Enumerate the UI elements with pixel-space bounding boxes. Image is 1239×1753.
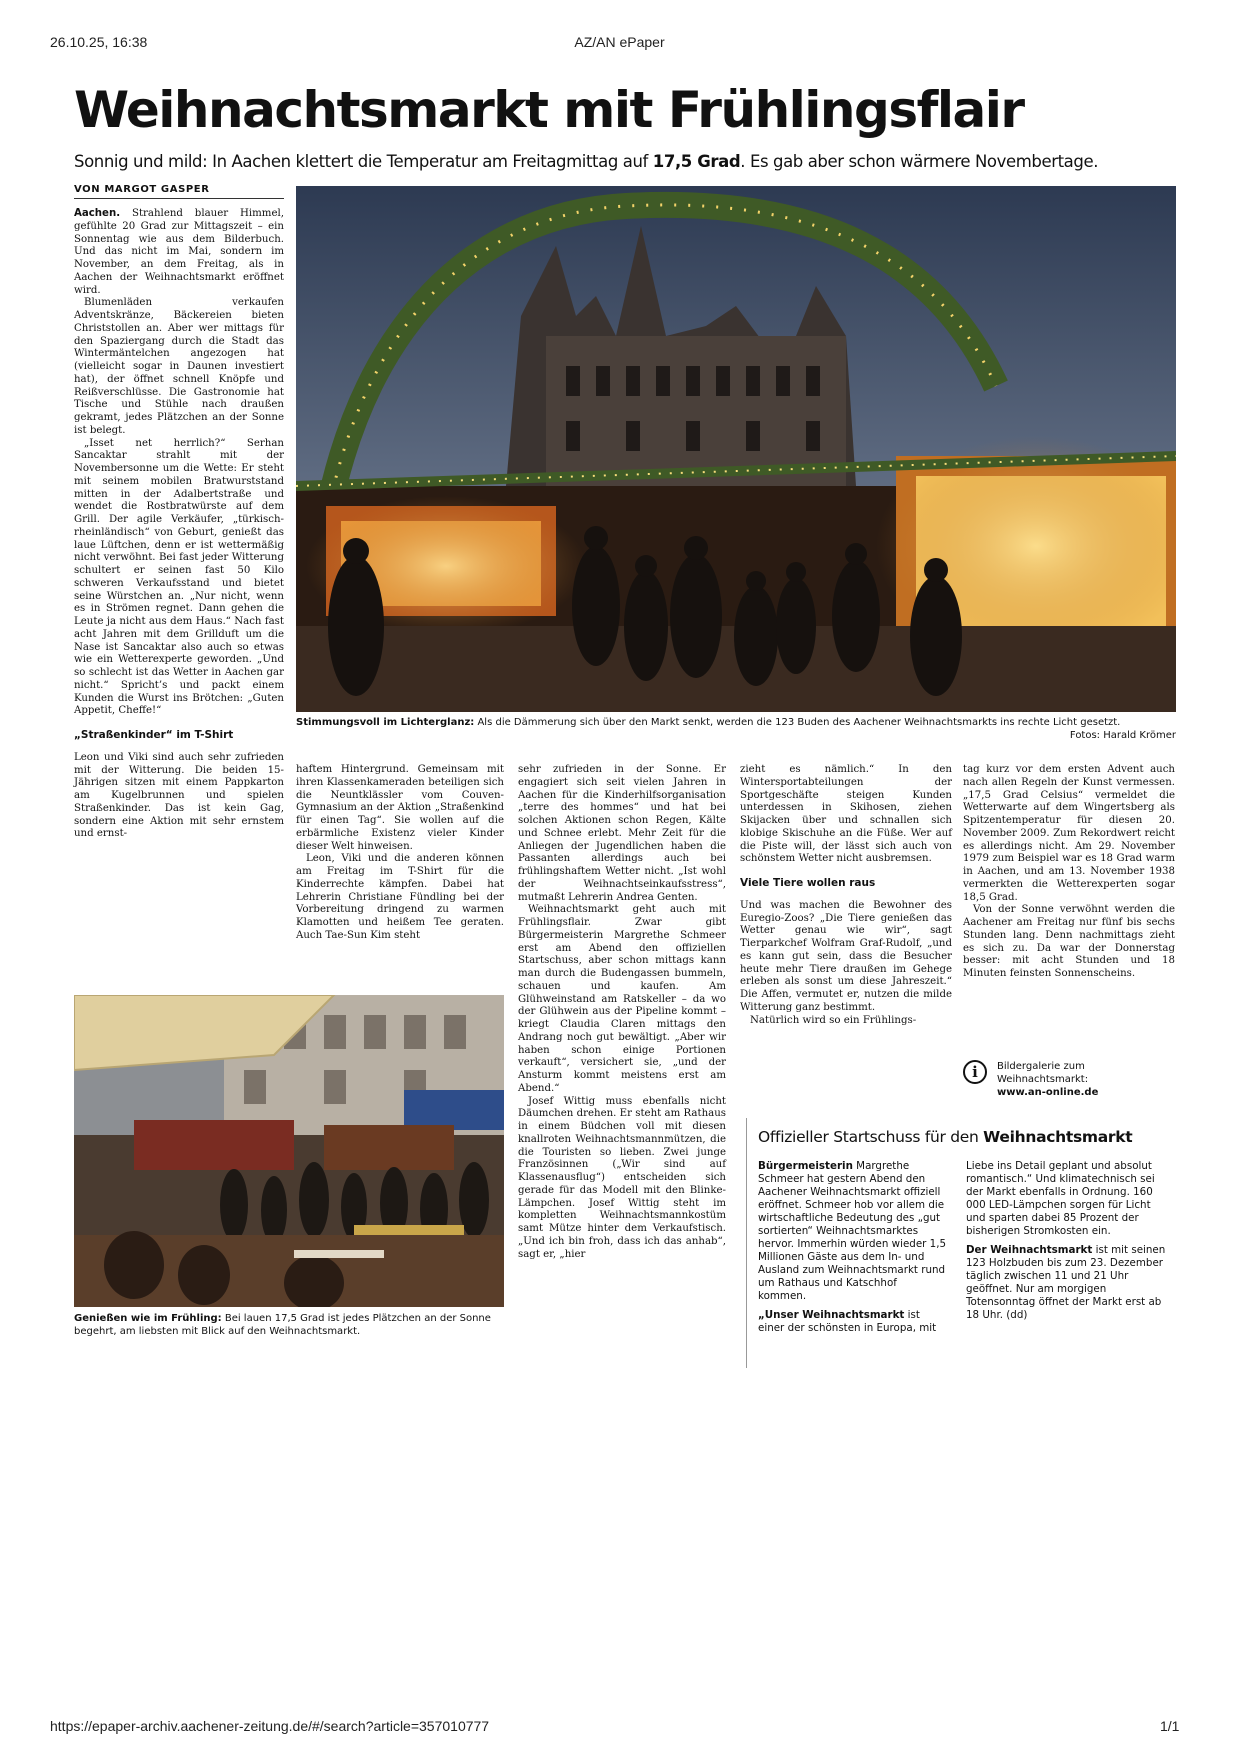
article-column-5: tag kurz vor dem ersten Advent auch nach allen Regeln der Kunst vermessen. „17,5 Grad Celsius“ vermeldet die Wetterwarte auf dem Wingertsberg als Spitzentemperatur für diesen 20. November 2009. Zum Rekordwert reicht es allerdings nicht. Am 29. November 1979 zum Beispiel war es 18 Grad warm in Aachen, und am 13. November 1938 vermerkten die Wetterexperten sogar 18,5 Grad. Von der Sonne verwöhnt werden die Aachener am Freitag nur fünf bis sechs Stunden lang. Denn nachmittags zieht es sich zu. Da war der Donnerstag besser: mit acht Stunden und 18 Minuten feinsten Sonnenscheins. — [963, 764, 1175, 979]
print-datetime: 26.10.25, 16:38 — [50, 34, 148, 50]
sidebox-title: Offizieller Startschuss für den Weihnachtsmarkt — [758, 1128, 1133, 1146]
photo-christmas-market-night-image — [296, 186, 1176, 712]
article-column-3: sehr zufrieden in der Sonne. Er engagiert sich seit vielen Jahren in Aachen für die Kinderhilfsorganisation „terre des hommes“ und hat bei solchen Aktionen schon Regen, Kälte und Schnee erlebt. Mehr Zeit für die Anliegen der Jugendlichen haben die Passanten allerdings auch bei frühlingshaftem Wetter nicht. „Ist wohl der Weihnachtseinkaufsstress“, mutmaßt Lehrerin Andrea Genten. Weihnachtsmarkt geht auch mit Frühlingsflair. Zwar gibt Bürgermeisterin Margrethe Schmeer erst am Abend den offiziellen Startschuss, aber schon mittags kann man durch die Budengassen bummeln, schauen und kaufen. Am Glühweinstand am Ratskeller – da wo der Glühwein aus der Pipeline kommt – kriegt Claudia Claren mittags den Andrang noch gut bewältigt. „Aber wir haben schon einige Portionen verkauft“, versichert sie, „und der Ansturm kommt meistens erst am Abend.“ Josef Wittig muss ebenfalls nicht Däumchen drehen. Er steht am Rathaus in einem Büdchen voll mit diesen knallroten Weihnachtsmannmützen, die die Touristen so lieben. Zwei junge Französinnen („Wir sind auf Klassenausflug“) entscheiden sich gerade für das Modell mit den Blinke-Lämpchen. Josef Wittig steht im kompletten Weihnachtsmannkostüm samt Mütze hinter dem Verkaufstisch. „Und ich bin froh, dass ich das anhab“, sagt er, „hier — [518, 764, 726, 1260]
subheading-strassenkinder: „Straßenkinder“ im T-Shirt — [74, 729, 234, 741]
photo-main-caption: Stimmungsvoll im Lichterglanz: Als die Dämmerung sich über den Markt senkt, werden die 123 Buden des Aachener Weihnachtsmarkts ins rechte Licht gesetzt. — [296, 717, 1121, 728]
sidebox-rule — [746, 1118, 747, 1368]
info-icon: i — [963, 1060, 987, 1084]
photo-market-daytime — [74, 995, 504, 1307]
photo-second-caption: Genießen wie im Frühling: Bei lauen 17,5 Grad ist jedes Plätzchen an der Sonne begehrt, am liebsten mit Blick auf den Weihnachtsmarkt. — [74, 1313, 491, 1337]
article-column-4: zieht es nämlich.“ In den Wintersportabteilungen der Sportgeschäfte steigen Kunden unterdessen in Skihosen, ziehen Skijacken über und schnallen sich klobige Skischuhe an die Füße. Wer auf die Piste will, der lässt sich auch von schönstem Wetter nicht ausbremsen. Viele Tiere wollen raus Und was machen die Bewohner des Euregio-Zoos? „Die Tiere genießen das Wetter genau wie wir“, sagt Tierparkchef Wolfram Graf-Rudolf, „und es kann gut sein, dass die Besucher heute mehr Tiere draußen im Gehege erleben als sonst um diese Jahreszeit.“ Die Affen, vermutet er, nutzen die milde Witterung ganz bestimmt. Natürlich wird so ein Frühlings- — [740, 764, 952, 1026]
byline-rule — [74, 198, 284, 199]
photo-christmas-market-night — [296, 186, 1176, 712]
print-url: https://epaper-archiv.aachener-zeitung.de/#/search?article=357010777 — [50, 1718, 490, 1734]
print-site-title: AZ/AN ePaper — [574, 34, 665, 50]
subheading-tiere: Viele Tiere wollen raus — [740, 877, 876, 889]
sidebox-column-right: Liebe ins Detail geplant und absolut romantisch.“ Und klimatechnisch sei der Markt ebenfalls in Ordnung. 160 000 LED-Lämpchen sorgen für Licht und sparten dabei 85 Prozent der bisherigen Stromkosten ein. Der Weihnachtsmarkt ist mit seinen 123 Holzbuden bis zum 23. Dezember täglich zwischen 11 und 21 Uhr geöffnet. Nur am morgigen Totensonntag öffnet der Markt erst ab 18 Uhr. (dd) — [966, 1160, 1166, 1321]
sidebox-column-left: Bürgermeisterin Margrethe Schmeer hat gestern Abend den Aachener Weihnachtsmarkt offiziell eröffnet. Schmeer hob vor allem die wirtschaftliche Bedeutung des „gut sortierten“ Weihnachtsmarktes hervor. Immerhin würden wieder 1,5 Millionen Gäste aus dem In- und Ausland zum Weihnachtsmarkt rund um Rathaus und Katschhof kommen. „Unser Weihnachtsmarkt ist einer der schönsten in Europa, mit — [758, 1160, 947, 1334]
gallery-link[interactable]: www.an-online.de — [997, 1087, 1099, 1098]
article-column-2: haftem Hintergrund. Gemeinsam mit ihren Klassenkameraden beteiligen sich die Neuntklässler vom Couven-Gymnasium an der Aktion „Straßenkind für einen Tag“. Sie wollen auf die erbärmliche Existenz vieler Kinder dieser Welt hinweisen. Leon, Viki und die anderen können am Freitag im T-Shirt für die Kinderrechte kämpfen. Dabei hat Lehrerin Christiane Fündling bei der Vorbereitung dringend zu warmen Klamotten und heißem Tee geraten. Auch Tae-Sun Kim steht — [296, 764, 504, 941]
article-byline: VON MARGOT GASPER — [74, 184, 210, 195]
gallery-info-text: Bildergalerie zum Weihnachtsmarkt: www.an-online.de — [997, 1060, 1167, 1099]
article-subhead: Sonnig und mild: In Aachen klettert die Temperatur am Freitagmittag auf 17,5 Grad. Es gab aber schon wärmere Novembertage. — [74, 152, 1099, 171]
article-headline: Weihnachtsmarkt mit Frühlingsflair — [74, 81, 1024, 139]
photo-credit: Fotos: Harald Krömer — [1069, 730, 1176, 741]
article-column-1: Aachen. Strahlend blauer Himmel, gefühlte 20 Grad zur Mittagszeit – ein Sonnentag wie aus dem Bilderbuch. Und das nicht im Mai, sondern im November, an dem Freitag, als in Aachen der Weihnachtsmarkt eröffnet wird. Blumenläden verkaufen Adventskränze, Bäckereien bieten Christstollen an. Aber wer mittags für den Spaziergang durch die Stadt das Wintermäntelchen angezogen hat (vielleicht sogar in Daunen investiert hat), der öffnet schnell Knöpfe und Reißverschlüsse. Die Gastronomie hat Tische und Stühle nach draußen gekramt, jedes Plätzchen an der Sonne ist belegt. „Isset net herrlich?“ Serhan Sancaktar strahlt mit der Novembersonne um die Wette: Er steht mit seinem mobilen Bratwurststand mitten in der Adalbertstraße und wendet die Rostbratwürste auf dem Grill. Der agile Verkäufer, „türkisch-rheinländisch“ von Geburt, genießt das laue Lüftchen, denn er ist wettermäßig nicht verwöhnt. Bei fast jeder Witterung schultert er seinen fast 50 Kilo schweren Verkaufsstand und bietet seine Würstchen an. „Nur nicht, wenn es in Strömen regnet. Dann gehen die Leute ja nicht aus dem Haus.“ Nach fast acht Jahren mit dem Grillduft um die Nase ist Sancaktar also auch so etwas wie ein Wetterexperte geworden. „Und so schlecht ist das Wetter in Aachen gar nicht.“ Spricht’s und packt einem Kunden die Wurst ins Brötchen: „Guten Appetit, Cheffe!“ „Straßenkinder“ im T-Shirt Leon und Viki sind auch sehr zufrieden mit der Witterung. Die beiden 15-Jährigen sitzen mit einem Pappkarton am Kugelbrunnen und spielen Straßenkinder. Das ist kein Gag, sondern eine Aktion mit sehr ernstem und ernst- — [74, 208, 284, 840]
photo-market-daytime-image — [74, 995, 504, 1307]
dateline: Aachen. — [74, 208, 121, 219]
print-page-count: 1/1 — [1160, 1718, 1180, 1734]
